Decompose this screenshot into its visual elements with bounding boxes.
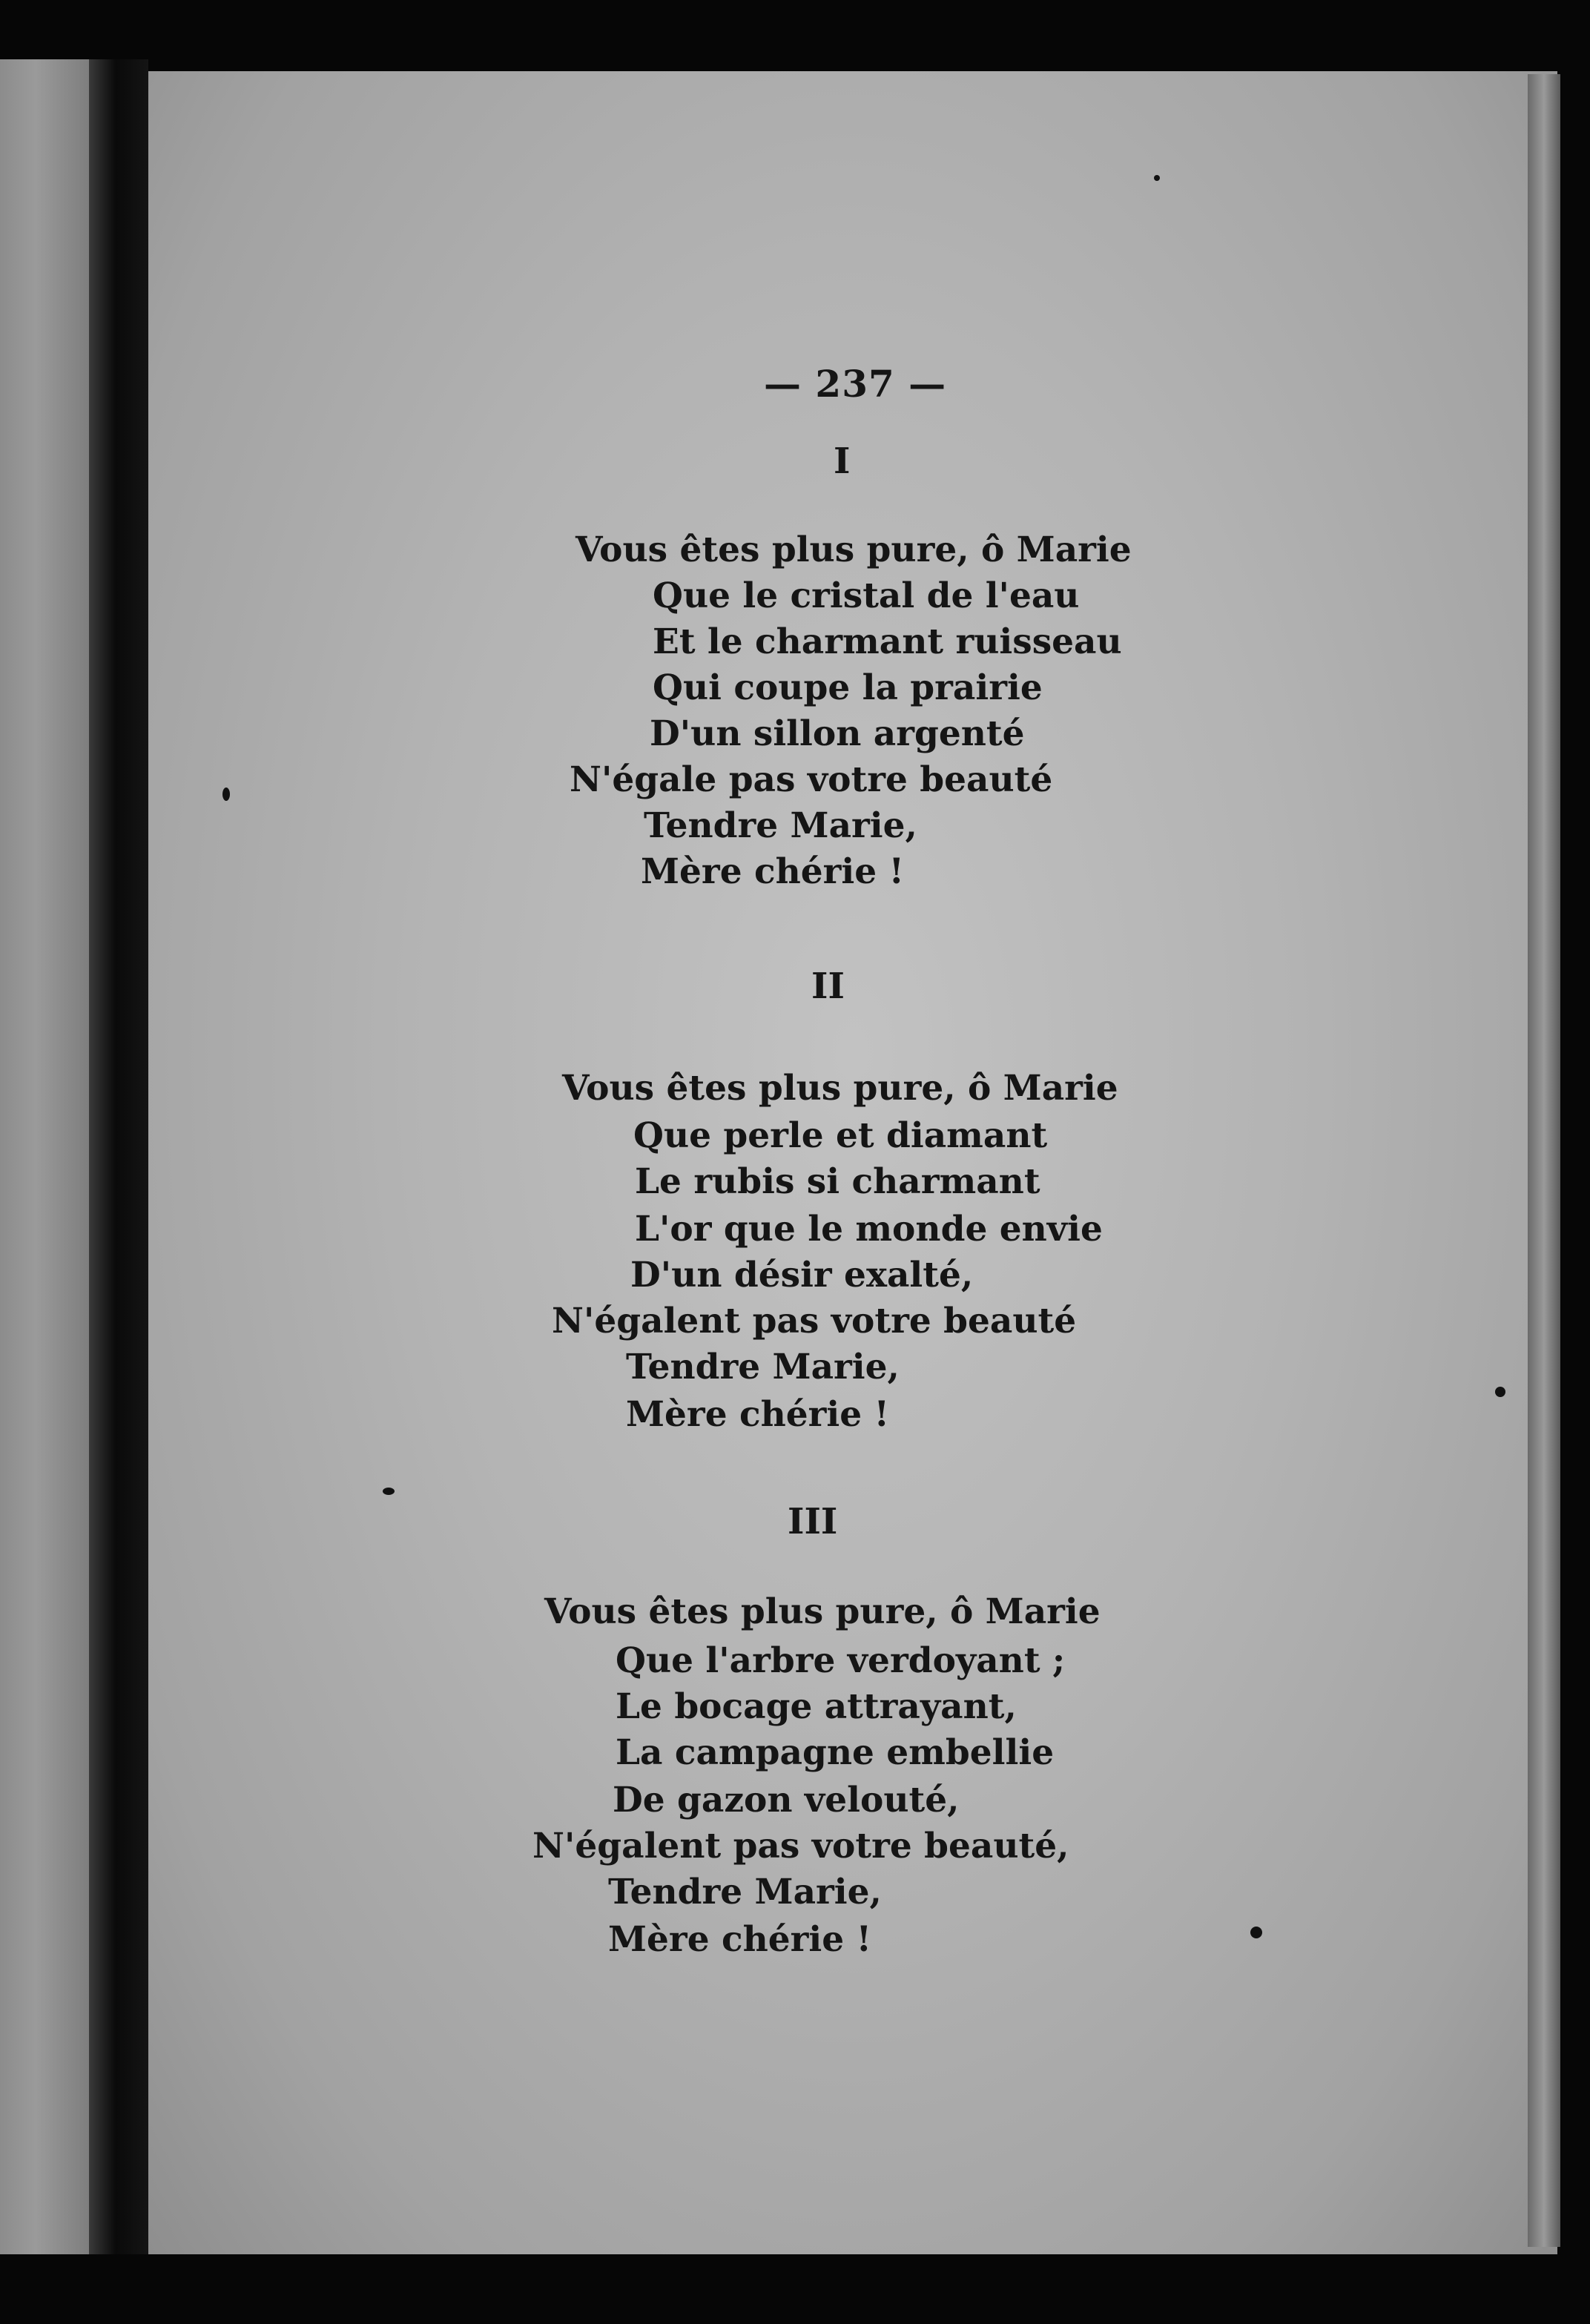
verse-line: N'égalent pas votre beauté, xyxy=(532,1826,1069,1866)
verse-line: Que perle et diamant xyxy=(633,1115,1048,1156)
page-number: — 237 — xyxy=(764,362,947,406)
stanza-numeral: III xyxy=(788,1501,838,1542)
verse-line: Mère chérie ! xyxy=(641,851,905,892)
verse-line: N'égalent pas votre beauté xyxy=(552,1301,1077,1341)
verse-line: Vous êtes plus pure, ô Marie xyxy=(562,1068,1118,1109)
verse-line: Le rubis si charmant xyxy=(635,1161,1040,1202)
stanza-numeral: II xyxy=(811,965,845,1007)
stanza-numeral: I xyxy=(834,440,851,482)
verse-line: L'or que le monde envie xyxy=(635,1209,1103,1250)
verse-line: D'un désir exalté, xyxy=(630,1255,974,1295)
verse-line: Tendre Marie, xyxy=(626,1347,900,1387)
verse-line: Vous êtes plus pure, ô Marie xyxy=(575,529,1132,570)
verse-line: Qui coupe la prairie xyxy=(653,667,1043,708)
verse-line: Le bocage attrayant, xyxy=(616,1686,1017,1727)
verse-line: D'un sillon argenté xyxy=(650,713,1025,754)
verse-line: Tendre Marie, xyxy=(608,1872,882,1912)
verse-line: Mère chérie ! xyxy=(626,1394,890,1435)
verse-line: N'égale pas votre beauté xyxy=(570,759,1053,800)
verse-line: De gazon velouté, xyxy=(613,1780,960,1820)
verse-line: Et le charmant ruisseau xyxy=(653,621,1122,662)
verse-line: Vous êtes plus pure, ô Marie xyxy=(544,1591,1101,1632)
verse-line: La campagne embellie xyxy=(616,1732,1055,1773)
verse-line: Que le cristal de l'eau xyxy=(653,575,1080,616)
verse-line: Tendre Marie, xyxy=(644,805,917,846)
verse-line: Mère chérie ! xyxy=(608,1919,872,1960)
verse-line: Que l'arbre verdoyant ; xyxy=(616,1640,1066,1681)
